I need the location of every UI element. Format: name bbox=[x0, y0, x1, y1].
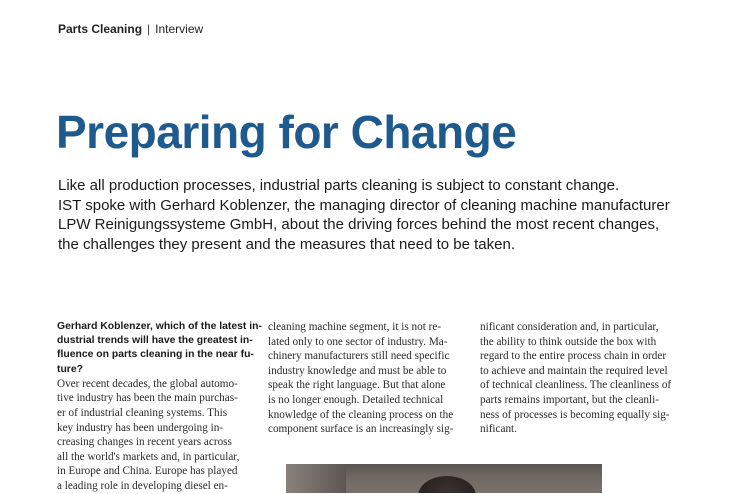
lead-line: IST spoke with Gerhard Koblenzer, the managing director of cleaning machine manufacturer bbox=[58, 196, 670, 214]
answer-text bbox=[57, 377, 253, 494]
body-line: knowledge of the cleaning process on the bbox=[268, 408, 454, 421]
body-line: parts remains important, but the cleanli- bbox=[480, 393, 659, 406]
body-line: lated only to one sector of industry. Ma- bbox=[268, 335, 448, 348]
body-line: a leading role in developing diesel en- bbox=[57, 479, 228, 492]
lead-line: LPW Reinigungssysteme GmbH, about the driving forces behind the most recent changes, bbox=[58, 216, 660, 233]
article-title: Preparing for Change bbox=[56, 106, 517, 158]
photo-background bbox=[286, 464, 346, 493]
question-line: ture? bbox=[57, 363, 83, 375]
question-line: fluence on parts cleaning in the near fu- bbox=[57, 349, 254, 361]
body-line: speak the right language. But that alone bbox=[268, 379, 446, 392]
body-line: industry knowledge and must be able to bbox=[268, 364, 447, 377]
interview-question bbox=[57, 320, 262, 377]
body-column-3 bbox=[480, 320, 676, 437]
lead-line: the challenges they present and the measures that need to be taken. bbox=[58, 235, 515, 253]
lead-paragraph bbox=[58, 176, 670, 254]
header-separator: | bbox=[147, 22, 151, 36]
body-line: creasing changes in recent years across bbox=[57, 436, 232, 449]
body-line: component surface is an increasingly sig- bbox=[268, 423, 454, 436]
body-line: tive industry has been the main purchas- bbox=[57, 392, 238, 405]
portrait-head bbox=[418, 476, 476, 493]
category-label: Interview bbox=[155, 22, 204, 36]
body-column-2 bbox=[268, 320, 464, 437]
body-line: chinery manufacturers still need specific bbox=[268, 350, 450, 363]
body-line: in Europe and China. Europe has played bbox=[57, 465, 238, 478]
body-line: the ability to think outside the box with bbox=[480, 335, 657, 348]
question-line: Gerhard Koblenzer, which of the latest in- bbox=[57, 321, 262, 332]
body-line: is no longer enough. Detailed technical bbox=[268, 393, 444, 406]
question-line: dustrial trends will have the greatest in- bbox=[57, 335, 253, 347]
body-line: nificant. bbox=[480, 423, 517, 436]
body-line: regard to the entire process chain in order bbox=[480, 350, 667, 363]
body-line: cleaning machine segment, it is not re- bbox=[268, 321, 442, 333]
body-line: nificant consideration and, in particular, bbox=[480, 321, 659, 333]
body-line: Over recent decades, the global automo- bbox=[57, 377, 238, 390]
body-column-1 bbox=[57, 320, 262, 494]
body-line: ness of processes is becoming equally sig- bbox=[480, 408, 670, 421]
section-label: Parts Cleaning bbox=[58, 22, 143, 36]
body-line: to achieve and maintain the required level bbox=[480, 364, 668, 377]
body-line: all the world's markets and, in particular, bbox=[57, 450, 240, 463]
interview-photo bbox=[286, 464, 602, 493]
body-line: of technical cleanliness. The cleanliness of bbox=[480, 379, 672, 392]
body-line: er of industrial cleaning systems. This bbox=[57, 407, 228, 419]
running-header bbox=[58, 22, 203, 37]
body-line: key industry has been undergoing in- bbox=[57, 421, 224, 434]
lead-line: Like all production processes, industrial parts cleaning is subject to constant change. bbox=[58, 177, 620, 194]
